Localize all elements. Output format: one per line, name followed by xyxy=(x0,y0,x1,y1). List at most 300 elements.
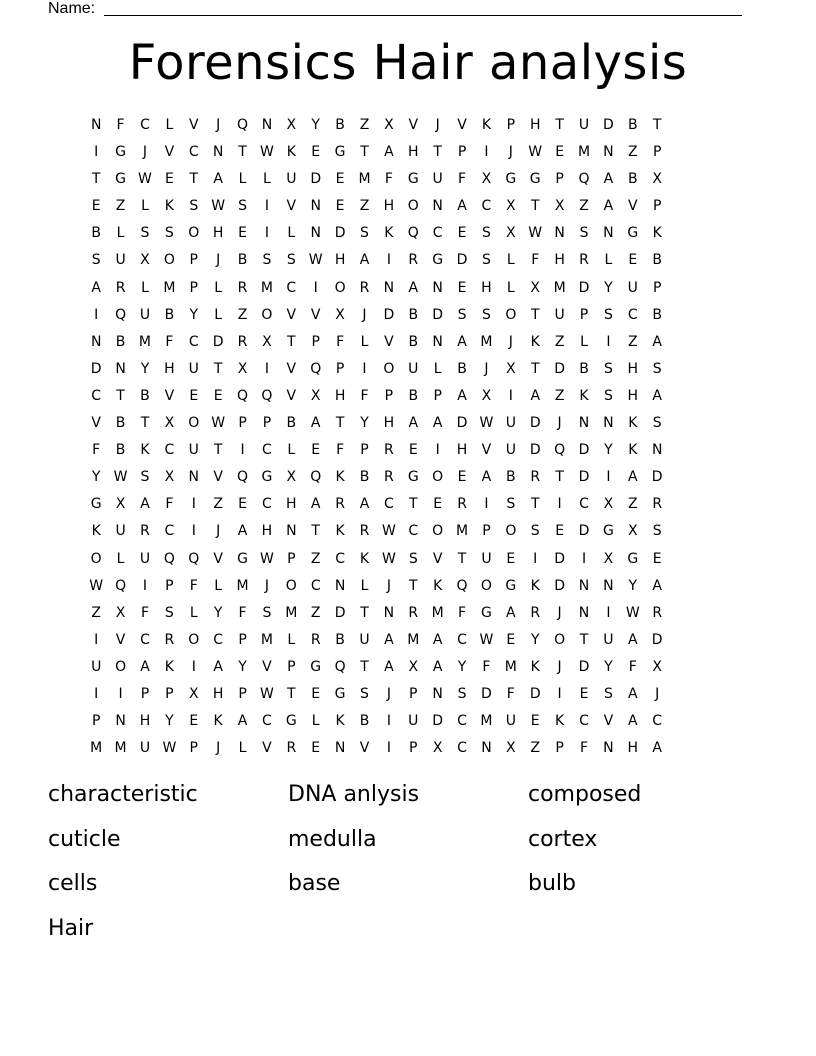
grid-letter[interactable]: I xyxy=(94,685,99,702)
grid-letter[interactable]: A xyxy=(432,415,443,432)
grid-letter[interactable]: G xyxy=(505,577,517,594)
grid-letter[interactable]: P xyxy=(482,523,491,540)
grid-letter[interactable]: B xyxy=(335,631,345,648)
grid-letter[interactable]: F xyxy=(531,252,540,269)
grid-letter[interactable]: Y xyxy=(140,360,150,377)
grid-letter[interactable]: D xyxy=(554,577,565,594)
grid-letter[interactable]: R xyxy=(384,469,394,486)
grid-letter[interactable]: D xyxy=(554,550,565,567)
grid-letter[interactable]: M xyxy=(553,279,566,296)
grid-letter[interactable]: L xyxy=(116,225,125,242)
grid-letter[interactable]: D xyxy=(578,442,590,459)
grid-letter[interactable]: P xyxy=(335,360,345,377)
grid-letter[interactable]: X xyxy=(286,117,297,133)
grid-letter[interactable]: A xyxy=(310,415,321,432)
grid-letter[interactable]: P xyxy=(555,740,564,757)
grid-letter[interactable]: I xyxy=(191,496,196,513)
grid-letter[interactable]: C xyxy=(286,279,297,296)
grid-letter[interactable]: L xyxy=(214,279,223,296)
grid-letter[interactable]: S xyxy=(457,306,467,323)
grid-letter[interactable]: I xyxy=(606,604,611,621)
grid-letter[interactable]: D xyxy=(334,225,346,242)
grid-letter[interactable]: H xyxy=(334,387,346,404)
grid-letter[interactable]: D xyxy=(578,469,590,486)
grid-letter[interactable]: B xyxy=(91,225,101,242)
grid-letter[interactable]: D xyxy=(456,252,468,269)
grid-letter[interactable]: X xyxy=(384,117,394,133)
grid-letter[interactable]: D xyxy=(578,658,590,675)
grid-letter[interactable]: U xyxy=(554,306,565,323)
grid-letter[interactable]: V xyxy=(262,740,272,757)
grid-letter[interactable]: H xyxy=(456,442,468,459)
grid-letter[interactable]: R xyxy=(237,279,248,296)
grid-letter[interactable]: E xyxy=(238,496,247,513)
grid-letter[interactable]: R xyxy=(164,631,175,648)
grid-letter[interactable]: V xyxy=(310,306,321,323)
grid-letter[interactable]: L xyxy=(189,604,198,621)
grid-letter[interactable]: X xyxy=(506,225,516,242)
grid-letter[interactable]: B xyxy=(115,333,126,350)
grid-letter[interactable]: Z xyxy=(310,550,321,567)
grid-letter[interactable]: E xyxy=(628,252,638,269)
grid-letter[interactable]: P xyxy=(360,442,369,459)
grid-letter[interactable]: S xyxy=(140,225,150,242)
grid-letter[interactable]: C xyxy=(140,631,150,648)
grid-letter[interactable]: G xyxy=(237,550,248,567)
grid-letter[interactable]: U xyxy=(91,658,102,675)
grid-letter[interactable]: L xyxy=(360,333,369,350)
grid-letter[interactable]: L xyxy=(238,171,247,188)
grid-letter[interactable]: P xyxy=(140,685,150,702)
grid-letter[interactable]: F xyxy=(92,442,101,459)
grid-letter[interactable]: W xyxy=(479,631,494,648)
grid-letter[interactable]: V xyxy=(115,631,126,648)
grid-letter[interactable]: G xyxy=(407,469,419,486)
grid-letter[interactable]: B xyxy=(627,117,638,133)
grid-letter[interactable]: S xyxy=(189,198,199,215)
grid-letter[interactable]: C xyxy=(457,713,467,730)
grid-letter[interactable]: A xyxy=(652,333,662,350)
grid-letter[interactable]: K xyxy=(530,658,540,675)
grid-letter[interactable]: X xyxy=(164,469,175,486)
grid-letter[interactable]: N xyxy=(432,279,443,296)
grid-letter[interactable]: C xyxy=(457,631,467,648)
grid-letter[interactable]: O xyxy=(115,658,127,675)
grid-letter[interactable]: G xyxy=(334,144,346,161)
grid-letter[interactable]: A xyxy=(652,577,662,594)
grid-letter[interactable]: I xyxy=(191,658,196,675)
grid-letter[interactable]: K xyxy=(433,577,443,594)
grid-letter[interactable]: T xyxy=(530,496,540,513)
grid-letter[interactable]: P xyxy=(652,198,662,215)
grid-letter[interactable]: S xyxy=(91,252,101,269)
grid-letter[interactable]: R xyxy=(140,523,150,540)
grid-letter[interactable]: L xyxy=(214,577,223,594)
grid-letter[interactable]: D xyxy=(481,685,492,702)
grid-letter[interactable]: C xyxy=(262,496,272,513)
grid-letter[interactable]: X xyxy=(506,198,516,215)
grid-letter[interactable]: R xyxy=(359,523,370,540)
grid-letter[interactable]: K xyxy=(213,713,223,730)
grid-letter[interactable]: A xyxy=(628,469,638,486)
grid-letter[interactable]: S xyxy=(457,685,467,702)
grid-letter[interactable]: R xyxy=(652,604,663,621)
grid-letter[interactable]: V xyxy=(91,415,101,432)
grid-letter[interactable]: K xyxy=(530,333,540,350)
grid-letter[interactable]: X xyxy=(530,279,541,296)
grid-letter[interactable]: Y xyxy=(530,631,540,648)
grid-letter[interactable]: I xyxy=(435,442,440,459)
grid-letter[interactable]: A xyxy=(140,496,150,513)
grid-letter[interactable]: N xyxy=(188,469,199,486)
grid-letter[interactable]: S xyxy=(408,550,418,567)
grid-letter[interactable]: U xyxy=(627,279,638,296)
grid-letter[interactable]: G xyxy=(115,171,127,188)
grid-letter[interactable]: F xyxy=(116,117,125,133)
grid-letter[interactable]: I xyxy=(94,306,99,323)
grid-letter[interactable]: G xyxy=(432,252,444,269)
grid-letter[interactable]: F xyxy=(360,387,369,404)
grid-letter[interactable]: C xyxy=(579,496,589,513)
grid-letter[interactable]: X xyxy=(335,306,345,323)
grid-letter[interactable]: H xyxy=(334,252,346,269)
grid-letter[interactable]: S xyxy=(482,306,491,323)
grid-letter[interactable]: T xyxy=(555,469,564,486)
grid-letter[interactable]: Z xyxy=(237,306,248,323)
grid-letter[interactable]: X xyxy=(188,685,199,702)
grid-letter[interactable]: K xyxy=(628,442,638,459)
grid-letter[interactable]: M xyxy=(138,333,152,350)
grid-letter[interactable]: Y xyxy=(91,469,101,486)
grid-letter[interactable]: C xyxy=(408,523,419,540)
grid-letter[interactable]: O xyxy=(188,415,200,432)
grid-letter[interactable]: H xyxy=(164,360,175,377)
grid-letter[interactable]: Y xyxy=(457,658,467,675)
grid-letter[interactable]: B xyxy=(408,306,419,323)
grid-letter[interactable]: M xyxy=(236,577,249,594)
grid-letter[interactable]: N xyxy=(554,225,565,242)
grid-letter[interactable]: T xyxy=(408,577,418,594)
grid-letter[interactable]: N xyxy=(603,577,614,594)
grid-letter[interactable]: N xyxy=(651,442,663,459)
grid-letter[interactable]: S xyxy=(164,604,174,621)
grid-letter[interactable]: Q xyxy=(115,306,127,323)
grid-letter[interactable]: G xyxy=(90,496,102,513)
grid-letter[interactable]: W xyxy=(308,252,323,269)
grid-letter[interactable]: K xyxy=(335,523,345,540)
grid-letter[interactable]: Z xyxy=(213,496,223,513)
grid-letter[interactable]: G xyxy=(407,171,419,188)
grid-letter[interactable]: U xyxy=(139,740,151,757)
grid-letter[interactable]: V xyxy=(384,333,394,350)
grid-letter[interactable]: N xyxy=(334,577,346,594)
grid-letter[interactable]: P xyxy=(189,279,198,296)
grid-letter[interactable]: X xyxy=(603,496,614,513)
grid-letter[interactable]: Q xyxy=(115,577,127,594)
grid-letter[interactable]: T xyxy=(555,117,564,133)
grid-letter[interactable]: O xyxy=(163,252,175,269)
grid-letter[interactable]: J xyxy=(557,604,562,621)
grid-letter[interactable]: N xyxy=(115,360,126,377)
grid-letter[interactable]: C xyxy=(140,117,150,133)
grid-letter[interactable]: P xyxy=(555,171,564,188)
grid-letter[interactable]: J xyxy=(216,117,221,133)
grid-letter[interactable]: J xyxy=(557,658,562,675)
grid-letter[interactable]: M xyxy=(431,604,444,621)
grid-letter[interactable]: S xyxy=(286,252,296,269)
grid-letter[interactable]: T xyxy=(140,415,150,432)
grid-letter[interactable]: Q xyxy=(261,387,273,404)
grid-letter[interactable]: O xyxy=(334,279,346,296)
grid-letter[interactable]: X xyxy=(506,360,516,377)
grid-letter[interactable]: T xyxy=(433,144,442,161)
grid-letter[interactable]: C xyxy=(213,631,224,648)
grid-letter[interactable]: V xyxy=(286,306,297,323)
grid-letter[interactable]: X xyxy=(237,360,248,377)
grid-letter[interactable]: K xyxy=(335,469,345,486)
grid-letter[interactable]: V xyxy=(164,387,175,404)
grid-letter[interactable]: V xyxy=(432,550,443,567)
grid-letter[interactable]: Y xyxy=(604,442,613,459)
grid-letter[interactable]: D xyxy=(529,442,541,459)
grid-letter[interactable]: M xyxy=(260,279,273,296)
grid-letter[interactable]: T xyxy=(530,198,540,215)
grid-letter[interactable]: H xyxy=(627,387,639,404)
grid-letter[interactable]: D xyxy=(432,713,444,730)
grid-letter[interactable]: A xyxy=(530,387,541,404)
grid-letter[interactable]: W xyxy=(528,144,543,161)
grid-letter[interactable]: C xyxy=(262,713,272,730)
grid-letter[interactable]: L xyxy=(287,442,296,459)
grid-letter[interactable]: L xyxy=(433,360,442,377)
grid-letter[interactable]: Z xyxy=(627,144,638,161)
grid-letter[interactable]: M xyxy=(504,658,517,675)
grid-letter[interactable]: Z xyxy=(359,198,370,215)
grid-letter[interactable]: F xyxy=(579,740,589,757)
grid-letter[interactable]: A xyxy=(481,469,492,486)
grid-letter[interactable]: B xyxy=(164,306,175,323)
grid-letter[interactable]: L xyxy=(604,252,613,269)
grid-letter[interactable]: I xyxy=(191,523,196,540)
grid-letter[interactable]: X xyxy=(115,496,126,513)
grid-letter[interactable]: E xyxy=(335,198,345,215)
grid-letter[interactable]: R xyxy=(310,631,321,648)
grid-letter[interactable]: A xyxy=(652,740,662,757)
grid-letter[interactable]: M xyxy=(114,740,127,757)
grid-letter[interactable]: S xyxy=(482,252,491,269)
grid-letter[interactable]: U xyxy=(505,713,516,730)
grid-letter[interactable]: G xyxy=(529,171,541,188)
grid-letter[interactable]: S xyxy=(360,685,369,702)
grid-letter[interactable]: J xyxy=(264,577,269,594)
grid-letter[interactable]: W xyxy=(260,685,274,702)
grid-letter[interactable]: C xyxy=(481,198,492,215)
grid-letter[interactable]: Z xyxy=(359,117,370,133)
grid-letter[interactable]: M xyxy=(163,279,176,296)
grid-letter[interactable]: W xyxy=(625,604,640,621)
grid-letter[interactable]: I xyxy=(581,550,587,567)
grid-letter[interactable]: D xyxy=(578,279,590,296)
grid-letter[interactable]: C xyxy=(579,713,589,730)
grid-letter[interactable]: S xyxy=(164,225,174,242)
grid-letter[interactable]: H xyxy=(383,415,395,432)
grid-letter[interactable]: T xyxy=(91,171,101,188)
grid-letter[interactable]: D xyxy=(578,523,590,540)
grid-letter[interactable]: S xyxy=(579,225,589,242)
grid-letter[interactable]: K xyxy=(555,713,565,730)
grid-letter[interactable]: Y xyxy=(213,604,223,621)
grid-letter[interactable]: N xyxy=(90,117,102,133)
grid-letter[interactable]: R xyxy=(115,279,126,296)
grid-letter[interactable]: Y xyxy=(360,415,369,432)
grid-letter[interactable]: B xyxy=(237,252,248,269)
grid-letter[interactable]: U xyxy=(115,252,126,269)
grid-letter[interactable]: X xyxy=(115,604,126,621)
grid-letter[interactable]: C xyxy=(652,713,663,730)
grid-letter[interactable]: R xyxy=(237,333,248,350)
grid-letter[interactable]: Q xyxy=(334,658,346,675)
grid-letter[interactable]: K xyxy=(530,577,540,594)
grid-letter[interactable]: M xyxy=(358,171,371,188)
grid-letter[interactable]: L xyxy=(165,117,174,133)
grid-letter[interactable]: M xyxy=(456,523,469,540)
grid-letter[interactable]: I xyxy=(264,360,269,377)
grid-letter[interactable]: G xyxy=(285,713,297,730)
grid-letter[interactable]: G xyxy=(261,469,273,486)
grid-letter[interactable]: P xyxy=(189,252,198,269)
grid-letter[interactable]: L xyxy=(141,198,149,215)
grid-letter[interactable]: D xyxy=(529,415,541,432)
grid-letter[interactable]: P xyxy=(409,685,418,702)
grid-letter[interactable]: T xyxy=(530,360,540,377)
grid-letter[interactable]: T xyxy=(238,144,247,161)
grid-letter[interactable]: A xyxy=(432,631,443,648)
grid-letter[interactable]: J xyxy=(557,415,562,432)
grid-letter[interactable]: E xyxy=(579,685,589,702)
grid-letter[interactable]: S xyxy=(506,496,516,513)
grid-letter[interactable]: S xyxy=(140,469,150,486)
grid-letter[interactable]: K xyxy=(286,144,296,161)
grid-letter[interactable]: N xyxy=(578,604,590,621)
grid-letter[interactable]: N xyxy=(310,225,321,242)
grid-letter[interactable]: E xyxy=(189,713,199,730)
grid-letter[interactable]: N xyxy=(383,604,395,621)
grid-letter[interactable]: O xyxy=(554,631,566,648)
grid-letter[interactable]: I xyxy=(264,225,269,242)
grid-letter[interactable]: V xyxy=(286,360,297,377)
grid-letter[interactable]: I xyxy=(508,387,513,404)
grid-letter[interactable]: H xyxy=(212,685,224,702)
grid-letter[interactable]: U xyxy=(408,713,419,730)
grid-letter[interactable]: L xyxy=(287,631,296,648)
grid-letter[interactable]: U xyxy=(432,171,443,188)
grid-letter[interactable]: L xyxy=(141,279,149,296)
grid-letter[interactable]: I xyxy=(142,577,148,594)
grid-letter[interactable]: I xyxy=(362,360,367,377)
grid-letter[interactable]: E xyxy=(506,631,516,648)
grid-letter[interactable]: J xyxy=(655,685,660,702)
grid-letter[interactable]: D xyxy=(310,171,322,188)
grid-letter[interactable]: C xyxy=(262,442,272,459)
grid-letter[interactable]: V xyxy=(286,198,297,215)
grid-letter[interactable]: I xyxy=(484,496,489,513)
grid-letter[interactable]: S xyxy=(360,225,369,242)
grid-letter[interactable]: D xyxy=(90,360,102,377)
grid-letter[interactable]: I xyxy=(484,144,489,161)
grid-letter[interactable]: E xyxy=(311,442,321,459)
grid-letter[interactable]: K xyxy=(164,658,174,675)
grid-letter[interactable]: H xyxy=(286,496,297,513)
grid-letter[interactable]: E xyxy=(408,442,418,459)
grid-letter[interactable]: U xyxy=(505,442,516,459)
grid-letter[interactable]: P xyxy=(384,387,394,404)
grid-letter[interactable]: D xyxy=(554,360,565,377)
grid-letter[interactable]: Z xyxy=(554,333,565,350)
grid-letter[interactable]: B xyxy=(359,469,370,486)
grid-letter[interactable]: M xyxy=(285,604,298,621)
grid-letter[interactable]: O xyxy=(285,577,297,594)
grid-letter[interactable]: I xyxy=(264,198,269,215)
grid-letter[interactable]: R xyxy=(384,442,394,459)
grid-letter[interactable]: R xyxy=(408,252,419,269)
grid-letter[interactable]: F xyxy=(336,333,345,350)
grid-letter[interactable]: V xyxy=(481,442,492,459)
grid-letter[interactable]: N xyxy=(603,225,614,242)
grid-letter[interactable]: M xyxy=(480,333,493,350)
grid-letter[interactable]: W xyxy=(260,144,274,161)
grid-letter[interactable]: Y xyxy=(165,713,174,730)
grid-letter[interactable]: I xyxy=(557,496,562,513)
grid-letter[interactable]: N xyxy=(481,740,492,757)
grid-letter[interactable]: U xyxy=(115,523,126,540)
grid-letter[interactable]: Q xyxy=(578,171,590,188)
grid-letter[interactable]: S xyxy=(603,685,613,702)
grid-letter[interactable]: B xyxy=(115,442,126,459)
grid-letter[interactable]: Z xyxy=(530,740,541,757)
grid-letter[interactable]: T xyxy=(116,387,125,404)
grid-letter[interactable]: F xyxy=(458,171,467,188)
grid-letter[interactable]: J xyxy=(216,740,221,757)
grid-letter[interactable]: L xyxy=(580,333,588,350)
grid-letter[interactable]: L xyxy=(360,577,369,594)
grid-letter[interactable]: R xyxy=(408,604,419,621)
grid-letter[interactable]: G xyxy=(627,550,639,567)
grid-letter[interactable]: P xyxy=(579,306,589,323)
grid-letter[interactable]: A xyxy=(384,144,394,161)
grid-letter[interactable]: T xyxy=(457,550,467,567)
grid-letter[interactable]: A xyxy=(237,523,248,540)
grid-letter[interactable]: T xyxy=(287,685,296,702)
grid-letter[interactable]: W xyxy=(479,415,494,432)
grid-letter[interactable]: M xyxy=(480,713,493,730)
grid-letter[interactable]: Q xyxy=(237,117,249,133)
grid-letter[interactable]: H xyxy=(261,523,273,540)
grid-letter[interactable]: F xyxy=(628,658,637,675)
grid-letter[interactable]: E xyxy=(311,144,321,161)
grid-letter[interactable]: N xyxy=(286,523,297,540)
grid-letter[interactable]: Y xyxy=(189,306,199,323)
grid-letter[interactable]: A xyxy=(359,252,370,269)
grid-letter[interactable]: B xyxy=(506,469,516,486)
grid-letter[interactable]: X xyxy=(652,171,662,188)
grid-letter[interactable]: N xyxy=(578,577,590,594)
grid-letter[interactable]: F xyxy=(384,171,393,188)
grid-letter[interactable]: T xyxy=(360,658,369,675)
grid-letter[interactable]: F xyxy=(482,658,491,675)
grid-letter[interactable]: O xyxy=(90,550,102,567)
grid-letter[interactable]: S xyxy=(262,252,272,269)
grid-letter[interactable]: S xyxy=(603,306,613,323)
